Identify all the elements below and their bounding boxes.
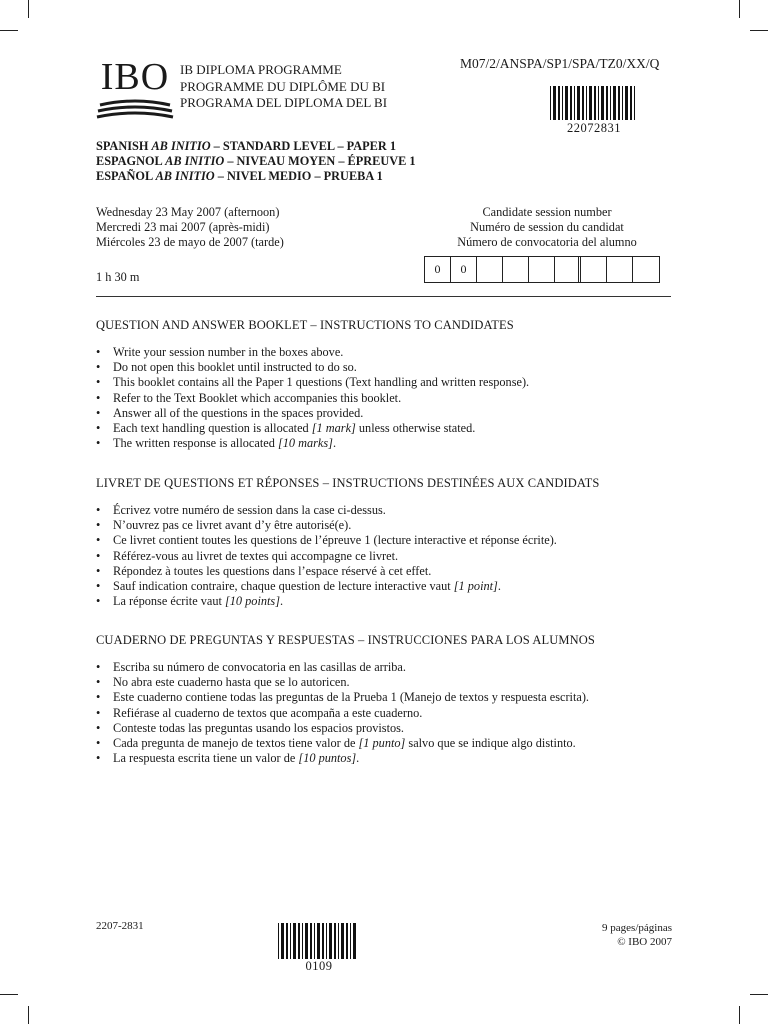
section-title-en: QUESTION AND ANSWER BOOKLET – INSTRUCTIONS TO CANDIDATES (96, 318, 514, 332)
barcode-bar (322, 923, 324, 959)
barcode-bar (610, 86, 611, 120)
barcode-bar (302, 923, 303, 959)
barcode-bar (574, 86, 575, 120)
barcode-number: 22072831 (567, 121, 621, 135)
barcode-bar (286, 923, 288, 959)
barcode-bar (346, 923, 348, 959)
list-item: • Conteste todas las preguntas usando los espacios provistos. (96, 721, 676, 736)
barcode (278, 923, 360, 959)
barcode-bar (314, 923, 315, 959)
list-item: • La respuesta escrita tiene un valor de [10 puntos]. (96, 751, 676, 766)
barcode-bar (298, 923, 300, 959)
section-title-fr: LIVRET DE QUESTIONS ET RÉPONSES – INSTRUCTIONS DESTINÉES AUX CANDIDATS (96, 476, 600, 490)
barcode-bar (622, 86, 623, 120)
session-box[interactable] (555, 257, 581, 282)
footer-right (602, 921, 672, 949)
barcode-bar (589, 86, 592, 120)
crop-mark (739, 1006, 740, 1024)
barcode-bar (338, 923, 339, 959)
list-item: • Référez-vous au livret de textes qui accompagne ce livret. (96, 549, 676, 564)
barcode-bar (353, 923, 356, 959)
programme-line-fr: PROGRAMME DU DIPLÔME DU BI (180, 78, 386, 94)
barcode-bar (290, 923, 291, 959)
barcode-bar (598, 86, 599, 120)
barcode-bar (278, 923, 279, 959)
paper-code: M07/2/ANSPA/SP1/SPA/TZ0/XX/Q (460, 56, 660, 71)
header-divider (96, 296, 671, 297)
session-box[interactable]: 0 (451, 257, 477, 282)
title-fr: ESPAGNOL AB INITIO – NIVEAU MOYEN – ÉPREUVE 1 (96, 154, 416, 168)
barcode-bar (634, 86, 635, 120)
programme-line-es: PROGRAMA DEL DIPLOMA DEL BI (180, 95, 388, 110)
exam-dates (96, 205, 284, 250)
barcode-bar (334, 923, 336, 959)
session-box[interactable] (633, 257, 659, 282)
barcode-bar (281, 923, 284, 959)
list-item: • Each text handling question is allocated [1 mark] unless otherwise stated. (96, 421, 676, 436)
barcode-bar (606, 86, 608, 120)
list-item: • N’ouvrez pas ce livret avant d’y être autorisé(e). (96, 518, 676, 533)
instructions-list-es (96, 660, 676, 766)
section-title-es: CUADERNO DE PREGUNTAS Y RESPUESTAS – INSTRUCCIONES PARA LOS ALUMNOS (96, 633, 595, 647)
barcode-bar (558, 86, 560, 120)
barcode-bar (341, 923, 344, 959)
crop-mark (0, 30, 18, 31)
list-item: • Do not open this booklet until instructed to do so. (96, 360, 676, 375)
date-fr: Mercredi 23 mai 2007 (après-midi) (96, 220, 270, 234)
list-item: • La réponse écrite vaut [10 points]. (96, 594, 676, 609)
list-item: • Answer all of the questions in the spaces provided. (96, 406, 676, 421)
session-box[interactable] (477, 257, 503, 282)
title-en: SPANISH AB INITIO – STANDARD LEVEL – PAPER 1 (96, 139, 396, 153)
list-item: • The written response is allocated [10 marks]. (96, 436, 676, 451)
programme-line-en: IB DIPLOMA PROGRAMME (180, 62, 342, 77)
copyright: © IBO 2007 (617, 936, 672, 948)
ibo-logo (96, 58, 174, 121)
barcode-bar (350, 923, 351, 959)
date-es: Miércoles 23 de mayo de 2007 (tarde) (96, 235, 284, 249)
instructions-list-fr (96, 503, 676, 609)
programme-names (180, 62, 387, 112)
barcode-bar (329, 923, 332, 959)
list-item: • Écrivez votre numéro de session dans la case ci-dessus. (96, 503, 676, 518)
barcode-bar (577, 86, 580, 120)
barcode-bar (630, 86, 632, 120)
footer-barcode-number: 0109 (305, 959, 333, 973)
barcode-bar (562, 86, 563, 120)
list-item: • Ce livret contient toutes les questions de l’épreuve 1 (lecture interactive et réponse écrite). (96, 533, 676, 548)
barcode-bar (550, 86, 551, 120)
list-item: • Sauf indication contraire, chaque question de lecture interactive vaut [1 point]. (96, 579, 676, 594)
list-item: • Write your session number in the boxes above. (96, 345, 676, 360)
date-en: Wednesday 23 May 2007 (afternoon) (96, 205, 280, 219)
exam-duration: 1 h 30 m (96, 270, 140, 284)
barcode-bar (310, 923, 312, 959)
crop-mark (750, 994, 768, 995)
session-box[interactable] (607, 257, 633, 282)
page-count: 9 pages/páginas (602, 922, 672, 934)
candidate-label-en: Candidate session number (482, 205, 612, 219)
list-item: • No abra este cuaderno hasta que se lo autoricen. (96, 675, 676, 690)
crop-mark (28, 0, 29, 18)
barcode-bar (582, 86, 584, 120)
crop-mark (750, 30, 768, 31)
list-item: • Escriba su número de convocatoria en las casillas de arriba. (96, 660, 676, 675)
logo-text: IBO (100, 56, 170, 98)
barcode-bar (326, 923, 327, 959)
list-item: • Cada pregunta de manejo de textos tiene valor de [1 punto] salvo que se indique algo distinto. (96, 736, 676, 751)
barcode (550, 86, 638, 120)
barcode-bar (570, 86, 572, 120)
barcode-bar (618, 86, 620, 120)
list-item: • Refiérase al cuaderno de textos que acompaña a este cuaderno. (96, 706, 676, 721)
session-box[interactable]: 0 (425, 257, 451, 282)
barcode-bar (594, 86, 596, 120)
crop-mark (28, 1006, 29, 1024)
title-es: ESPAÑOL AB INITIO – NIVEL MEDIO – PRUEBA 1 (96, 169, 383, 183)
exam-titles (96, 139, 416, 184)
barcode-bar (553, 86, 556, 120)
candidate-labels (424, 205, 670, 250)
candidate-label-es: Número de convocatoria del alumno (457, 235, 637, 249)
barcode-bar (293, 923, 296, 959)
instructions-list-en (96, 345, 676, 451)
session-box[interactable] (529, 257, 555, 282)
barcode-bar (601, 86, 604, 120)
barcode-bar (565, 86, 568, 120)
barcode-bar (625, 86, 628, 120)
session-box[interactable] (503, 257, 529, 282)
list-item: • Este cuaderno contiene todas las preguntas de la Prueba 1 (Manejo de textos y respuesta escrita). (96, 690, 676, 705)
barcode-bar (613, 86, 616, 120)
barcode-bar (317, 923, 320, 959)
crop-mark (0, 994, 18, 995)
candidate-label-fr: Numéro de session du candidat (470, 220, 624, 234)
logo-arcs-icon (96, 99, 174, 121)
footer-code: 2207-2831 (96, 920, 144, 932)
list-item: • Répondez à toutes les questions dans l’espace réservé à cet effet. (96, 564, 676, 579)
barcode-bar (586, 86, 587, 120)
crop-mark (739, 0, 740, 18)
list-item: • Refer to the Text Booklet which accompanies this booklet. (96, 391, 676, 406)
list-item: • This booklet contains all the Paper 1 questions (Text handling and written response). (96, 375, 676, 390)
session-box[interactable] (581, 257, 607, 282)
session-number-boxes (424, 256, 660, 283)
barcode-bar (305, 923, 308, 959)
